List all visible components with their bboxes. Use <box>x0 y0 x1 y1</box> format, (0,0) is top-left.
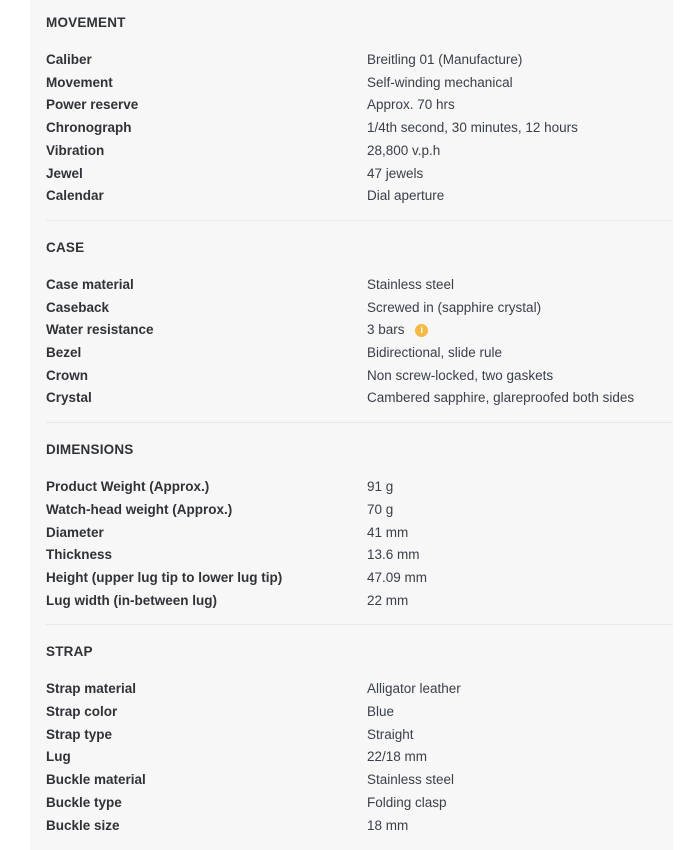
spec-label: Caliber <box>46 52 92 67</box>
spec-label: Buckle size <box>46 817 120 833</box>
spec-value: Breitling 01 (Manufacture) <box>367 52 523 67</box>
spec-row-diameter <box>46 522 657 545</box>
spec-value: Cambered sapphire, glareproofed both sides <box>367 390 635 406</box>
section-title-movement: MOVEMENT <box>46 15 126 30</box>
spec-value: Stainless steel <box>367 772 455 788</box>
spec-label: Lug width (in-between lug) <box>46 592 217 608</box>
spec-label: Case material <box>46 276 134 292</box>
spec-value: Screwed in (sapphire crystal) <box>367 299 542 315</box>
spec-value: Folding clasp <box>367 794 447 810</box>
spec-value-text: 3 bars <box>367 322 405 338</box>
spec-label: Movement <box>46 74 113 90</box>
spec-label: Strap color <box>46 704 118 720</box>
spec-label: Bezel <box>46 345 82 361</box>
spec-value: Approx. 70 hrs <box>367 97 455 113</box>
spec-row-lug <box>46 746 657 769</box>
spec-value: 28,800 v.p.h <box>367 142 441 158</box>
spec-value: Alligator leather <box>367 681 461 697</box>
spec-row-strap-material <box>46 678 657 701</box>
spec-label: Lug <box>46 749 71 765</box>
spec-row-thickness <box>46 544 657 567</box>
spec-label: Product Weight (Approx.) <box>46 479 210 495</box>
spec-value: 91 g <box>367 479 394 495</box>
spec-label: Buckle type <box>46 794 122 810</box>
spec-value: 22/18 mm <box>367 749 428 765</box>
spec-row-water-resistance <box>46 319 657 342</box>
spec-label: Jewel <box>46 165 83 181</box>
spec-row-bezel <box>46 342 657 365</box>
spec-label: Vibration <box>46 142 105 158</box>
spec-row-product-weight <box>46 476 657 499</box>
spec-value <box>367 319 657 342</box>
spec-row-vibration <box>46 140 657 163</box>
spec-row-jewel <box>46 163 657 186</box>
section-dimensions <box>30 423 673 624</box>
spec-row-power-reserve <box>46 94 657 117</box>
spec-value: Dial aperture <box>367 188 445 204</box>
spec-label: Crystal <box>46 390 92 406</box>
spec-row-buckle-type <box>46 792 657 815</box>
spec-row-case-material <box>46 274 657 297</box>
spec-label: Buckle material <box>46 772 146 788</box>
spec-value: Non screw-locked, two gaskets <box>367 367 554 383</box>
section-title-strap: STRAP <box>46 644 93 660</box>
spec-label: Calendar <box>46 188 104 204</box>
spec-row-crystal <box>46 387 657 410</box>
spec-value: 47 jewels <box>367 165 424 181</box>
spec-value: 70 g <box>367 501 394 517</box>
section-title-case: CASE <box>46 239 85 255</box>
spec-value: Blue <box>367 704 395 720</box>
spec-row-buckle-material <box>46 769 657 792</box>
spec-value: Straight <box>367 726 414 742</box>
spec-value: 18 mm <box>367 817 409 833</box>
spec-row-calendar <box>46 185 657 208</box>
spec-label: Watch-head weight (Approx.) <box>46 501 233 517</box>
spec-value: 41 mm <box>367 524 409 540</box>
spec-label: Diameter <box>46 524 104 540</box>
spec-value: 1/4th second, 30 minutes, 12 hours <box>367 120 578 136</box>
section-movement <box>30 0 673 220</box>
spec-row-watch-head-weight <box>46 499 657 522</box>
spec-row-strap-type <box>46 724 657 747</box>
spec-row-height <box>46 567 657 590</box>
section-strap <box>30 625 673 849</box>
spec-label: Caseback <box>46 299 110 315</box>
spec-row-movement <box>46 72 657 95</box>
spec-value: 13.6 mm <box>367 547 420 563</box>
spec-label: Strap type <box>46 726 113 742</box>
spec-label: Power reserve <box>46 97 139 113</box>
spec-row-caliber <box>46 49 657 72</box>
spec-row-crown <box>46 365 657 388</box>
spec-value: Stainless steel <box>367 276 455 292</box>
spec-value: Self-winding mechanical <box>367 74 513 90</box>
specifications-panel <box>30 0 673 850</box>
spec-row-buckle-size <box>46 815 657 838</box>
info-icon[interactable]: i <box>415 324 428 337</box>
spec-value: 47.09 mm <box>367 569 428 585</box>
section-case <box>30 221 673 422</box>
spec-value: 22 mm <box>367 592 409 608</box>
spec-label: Water resistance <box>46 322 154 338</box>
spec-value: Bidirectional, slide rule <box>367 345 503 361</box>
spec-row-strap-color <box>46 701 657 724</box>
spec-row-lug-width <box>46 590 657 613</box>
spec-row-caseback <box>46 297 657 320</box>
spec-label: Height (upper lug tip to lower lug tip) <box>46 569 283 585</box>
spec-label: Crown <box>46 367 88 383</box>
spec-label: Strap material <box>46 681 137 697</box>
spec-label: Chronograph <box>46 120 132 136</box>
section-title-dimensions: DIMENSIONS <box>46 442 134 458</box>
spec-row-chronograph <box>46 117 657 140</box>
spec-label: Thickness <box>46 547 113 563</box>
